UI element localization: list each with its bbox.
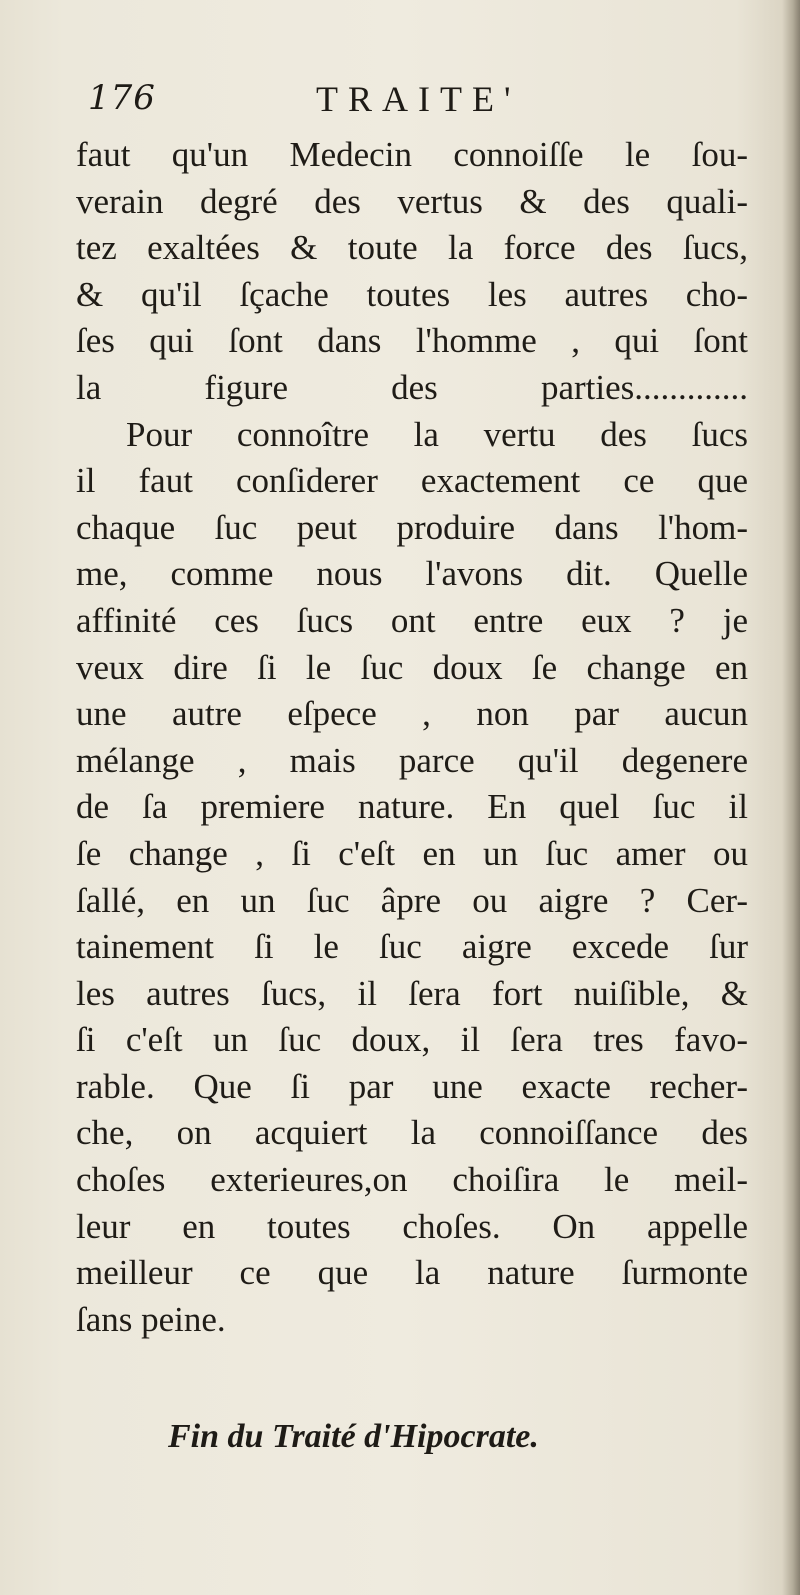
text-line: affinité ces ſucs ont entre eux ? je xyxy=(76,600,748,640)
text-line: une autre eſpece , non par aucun xyxy=(76,694,748,734)
text-line: rable. Que ſi par une exacte recher- xyxy=(76,1066,748,1106)
text-line: faut qu'un Medecin connoiſſe le ſou- xyxy=(76,135,748,174)
page-header xyxy=(88,72,728,132)
text-line: les autres ſucs, il ſera fort nuiſible, & xyxy=(76,973,748,1013)
text-line: veux dire ſi le ſuc doux ſe change en xyxy=(76,647,748,687)
colophon: Fin du Traité d'Hipocrate. xyxy=(168,1418,539,1455)
text-line: choſes exterieures,on choiſira le meil- xyxy=(76,1160,748,1200)
text-line: leur en toutes choſes. On appelle xyxy=(76,1206,748,1246)
text-line: il faut conſiderer exactement ce que xyxy=(76,461,748,501)
text-line: ſe change , ſi c'eſt en un ſuc amer ou xyxy=(76,833,748,873)
text-line: ſi c'eſt un ſuc doux, il ſera tres favo- xyxy=(76,1020,748,1060)
running-head: TRAITE' xyxy=(316,79,521,119)
page-gutter-shadow xyxy=(782,0,800,1595)
text-line: tez exaltées & toute la force des ſucs, xyxy=(76,228,748,268)
text-line: ſes qui ſont dans l'homme , qui ſont xyxy=(76,321,748,361)
text-line: verain degré des vertus & des quali- xyxy=(76,181,748,221)
text-line: Pour connoître la vertu des ſucs xyxy=(126,414,748,454)
text-line: de ſa premiere nature. En quel ſuc il xyxy=(76,787,748,827)
text-line: ſallé, en un ſuc âpre ou aigre ? Cer- xyxy=(76,880,748,920)
page-number: 176 xyxy=(88,78,156,118)
text-line: meilleur ce que la nature ſurmonte xyxy=(76,1253,748,1293)
text-line: mélange , mais parce qu'il degenere xyxy=(76,740,748,780)
body-text xyxy=(76,132,748,1343)
text-line: chaque ſuc peut produire dans l'hom- xyxy=(76,507,748,547)
text-line: tainement ſi le ſuc aigre excede ſur xyxy=(76,927,748,967)
text-line: che, on acquiert la connoiſſance des xyxy=(76,1113,748,1153)
text-line: me, comme nous l'avons dit. Quelle xyxy=(76,554,748,594)
text-line: la figure des parties............. xyxy=(76,367,748,407)
text-line: ſans peine. xyxy=(76,1299,226,1339)
text-line: & qu'il ſçache toutes les autres cho- xyxy=(76,274,748,314)
